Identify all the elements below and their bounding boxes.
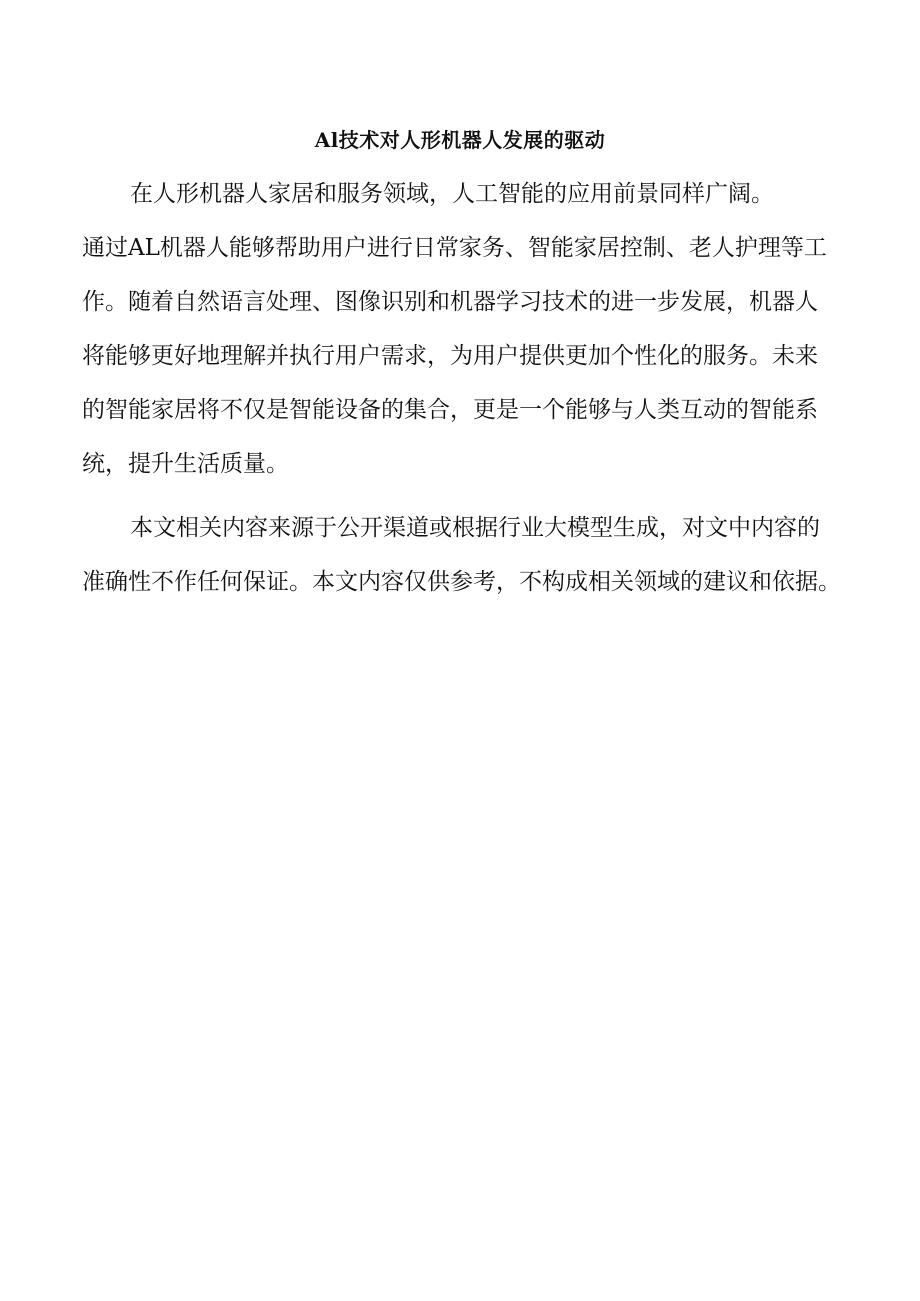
paragraph-1-line-5: 的智能家居将不仅是智能设备的集合，更是一个能够与人类互动的智能系: [82, 397, 818, 423]
paragraph-1-line-3: 作。随着自然语言处理、图像识别和机器学习技术的进一步发展，机器人: [82, 289, 818, 315]
document-title: Al技术对人形机器人发展的驱动: [314, 128, 606, 152]
paragraph-2-line-2: 准确性不作任何保证。本文内容仅供参考，不构成相关领域的建议和依据。: [82, 569, 841, 595]
paragraph-1-line-1: 在人形机器人家居和服务领域，人工智能的应用前景同样广阔。: [130, 181, 774, 207]
paragraph-1-line-6: 统，提升生活质量。: [82, 451, 289, 477]
paragraph-2-line-1: 本文相关内容来源于公开渠道或根据行业大模型生成，对文中内容的: [130, 515, 820, 541]
paragraph-1-line-4: 将能够更好地理解并执行用户需求，为用户提供更加个性化的服务。未来: [82, 343, 818, 369]
paragraph-1-line-2: 通过AL机器人能够帮助用户进行日常家务、智能家居控制、老人护理等工: [82, 235, 827, 261]
